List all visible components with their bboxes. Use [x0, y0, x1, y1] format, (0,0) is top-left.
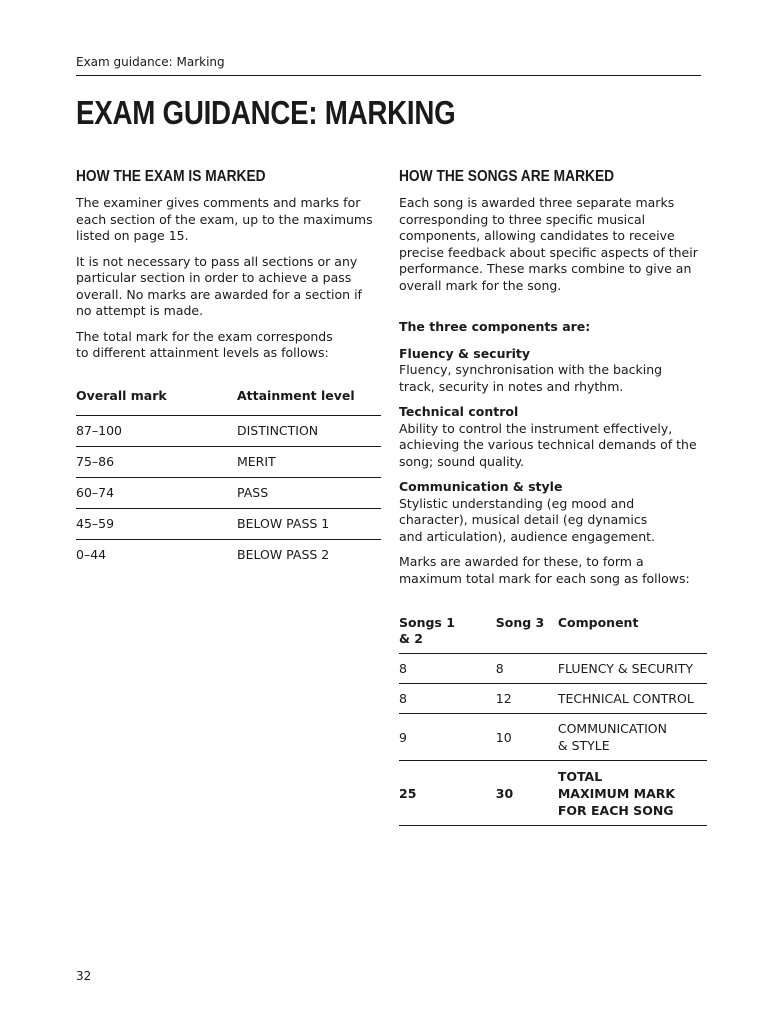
song-3-total-cell: 30 [496, 761, 558, 826]
table-header-row [399, 613, 707, 654]
table-row [76, 446, 381, 477]
paragraph-total-mark: The total mark for the exam corresponds to different attainment levels as follows: [76, 328, 333, 360]
left-column [76, 167, 381, 570]
song-marks-table [399, 613, 707, 826]
songs-1-2-mark-cell: 8 [399, 654, 496, 684]
table-row [399, 654, 707, 684]
paragraph-pass-rules: It is not necessary to pass all sections or any particular section in order to achieve a pass overall. No marks are awarded for a section if no attempt is made. [76, 253, 362, 318]
table-row [399, 714, 707, 761]
section-heading-exam-marked: HOW THE EXAM IS MARKED [76, 168, 266, 185]
component-name: Technical control [399, 404, 519, 419]
attainment-table [76, 384, 381, 570]
total-component-cell: TOTAL MAXIMUM MARK FOR EACH SONG [558, 761, 707, 826]
right-column [399, 167, 707, 826]
component-name: Communication & style [399, 479, 563, 494]
song-3-mark-cell: 12 [496, 684, 558, 714]
paragraph-examiner: The examiner gives comments and marks for each section of the exam, up to the maximums listed on page 15. [76, 195, 373, 243]
running-head: Exam guidance: Marking [76, 55, 225, 69]
songs-1-2-mark-cell: 8 [399, 684, 496, 714]
overall-mark-cell: 87–100 [76, 415, 237, 446]
component-description: Fluency, synchronisation with the backing track, security in notes and rhythm. [399, 362, 663, 394]
column-header-component: Component [558, 613, 707, 654]
component-name: Fluency & security [399, 345, 531, 361]
paragraph-marks-awarded: Marks are awarded for these, to form a maximum total mark for each song as follows: [399, 554, 690, 586]
attainment-level-cell: BELOW PASS 2 [237, 546, 330, 562]
section-heading-songs-marked: HOW THE SONGS ARE MARKED [399, 168, 615, 185]
header-rule [76, 75, 701, 76]
overall-mark-cell: 0–44 [76, 546, 107, 562]
component-description: Ability to control the instrument effectively, achieving the various technical demands of the song; sound quality. [399, 420, 697, 469]
overall-mark-cell: 45–59 [76, 508, 237, 539]
songs-1-2-total-cell: 25 [399, 761, 496, 826]
component-cell: COMMUNICATION & STYLE [558, 714, 707, 761]
components-heading: The three components are: [399, 319, 591, 334]
component-cell: TECHNICAL CONTROL [558, 684, 707, 714]
attainment-level-cell: PASS [237, 477, 381, 508]
songs-1-2-mark-cell: 9 [399, 714, 496, 761]
column-header-attainment-level: Attainment level [237, 384, 381, 416]
overall-mark-cell: 75–86 [76, 446, 237, 477]
song-3-mark-cell: 10 [496, 714, 558, 761]
attainment-level-cell: MERIT [237, 446, 381, 477]
table-row [76, 477, 381, 508]
table-header-row [76, 384, 381, 416]
attainment-level-cell: BELOW PASS 1 [237, 508, 381, 539]
table-row [399, 684, 707, 714]
component-communication [399, 479, 707, 545]
overall-mark-cell: 60–74 [76, 477, 237, 508]
table-row [76, 508, 381, 539]
column-header-song-3: Song 3 [496, 613, 558, 654]
table-row [76, 415, 381, 446]
table-row [76, 539, 381, 570]
paragraph-songs-intro: Each song is awarded three separate marks corresponding to three specific musical components, allowing candidates to receive precise feedback about specific aspects of their performance. These marks combine to give an overall mark for the song. [399, 195, 698, 293]
attainment-level-cell: DISTINCTION [237, 415, 381, 446]
column-header-songs-1-2: Songs 1 & 2 [399, 613, 496, 654]
table-row-total [399, 761, 707, 826]
page-title: EXAM GUIDANCE: MARKING [76, 94, 456, 131]
column-header-overall-mark: Overall mark [76, 384, 237, 416]
component-fluency [399, 346, 707, 396]
page-number: 32 [76, 969, 92, 983]
component-description: Stylistic understanding (eg mood and character), musical detail (eg dynamics and articulation), audience engagement. [399, 495, 655, 544]
song-3-mark-cell: 8 [496, 654, 558, 684]
component-cell: FLUENCY & SECURITY [558, 654, 707, 684]
component-technical [399, 404, 707, 470]
